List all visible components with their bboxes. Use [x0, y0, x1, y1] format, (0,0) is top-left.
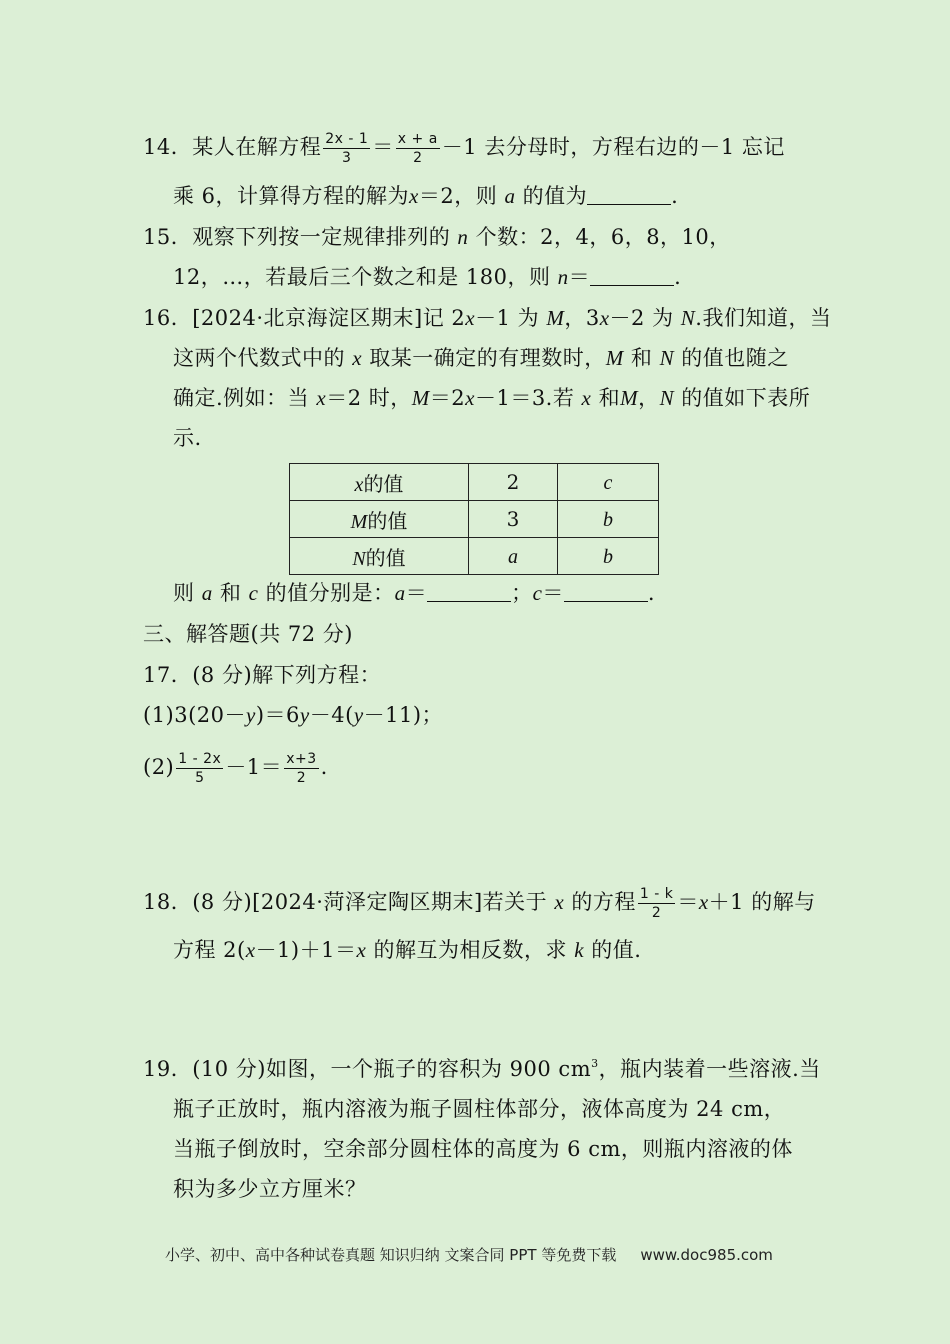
q18-text: ＝ — [677, 890, 699, 914]
q14-fraction-left — [323, 131, 370, 166]
q19-text: ，瓶内装着一些溶液.当 — [598, 1057, 821, 1081]
q17-part1 — [143, 700, 443, 730]
q16-text: ； — [511, 581, 533, 605]
q14-line2 — [173, 181, 678, 211]
q19-line4 — [173, 1174, 367, 1204]
q16-text: 的值也随之 — [681, 346, 789, 370]
q16-after-table — [173, 578, 655, 608]
page-footer — [165, 1244, 773, 1265]
q16-text: －1＝3.若 — [474, 386, 575, 410]
variable: a — [504, 184, 516, 208]
cell-value: 2 — [506, 470, 520, 494]
fraction-numerator: 1 - 2x — [178, 751, 222, 767]
period: . — [647, 581, 656, 605]
table-cell — [558, 464, 659, 501]
table-row — [290, 464, 659, 501]
q15-line1 — [143, 222, 731, 252]
q17-part2 — [143, 751, 328, 786]
table-cell — [469, 501, 558, 538]
q16-text: ＝ — [405, 581, 428, 605]
table-row — [290, 538, 659, 575]
q15-text: 个数：2，4，6，8，10， — [475, 225, 731, 249]
variable: y — [246, 703, 256, 727]
q16-text: 和 — [219, 581, 242, 605]
fraction-denominator: 5 — [195, 770, 205, 786]
q14-text: 的值为 — [522, 184, 588, 208]
q14-line1 — [143, 131, 785, 166]
fraction-denominator: 2 — [413, 150, 423, 166]
table-row — [290, 501, 659, 538]
variable: x — [352, 346, 363, 370]
variable: M — [350, 510, 368, 533]
q18-text: －1)＋1＝ — [255, 938, 357, 962]
variable: x — [356, 938, 367, 962]
q16-line1 — [143, 303, 831, 333]
variable: x — [409, 184, 419, 208]
q16-line4 — [173, 423, 202, 453]
q16-text: 的值分别是： — [265, 581, 395, 605]
variable: k — [574, 938, 585, 962]
table-cell — [290, 464, 469, 501]
q16-text: 示. — [173, 426, 202, 450]
q17-text: －1＝ — [225, 755, 283, 779]
q14-text: 某人在解方程 — [192, 135, 322, 159]
q15-number: 15． — [143, 225, 193, 249]
q17-text: (2) — [143, 755, 175, 779]
variable: M — [620, 386, 639, 410]
q19-line1 — [143, 1054, 821, 1084]
q19-text: 积为多少立方厘米？ — [173, 1177, 367, 1201]
q16-text: ＝ — [542, 581, 564, 605]
q18-text: 18．(8 分)[2024·菏泽定陶区期末]若关于 — [143, 890, 548, 914]
fraction-numerator: 1 - k — [639, 886, 674, 902]
equals-sign: ＝ — [372, 135, 394, 159]
q17-text: (1)3(20－ — [143, 703, 247, 727]
q18-text: 的值. — [591, 938, 642, 962]
q18-text: 的解互为相反数，求 — [373, 938, 567, 962]
answer-blank — [587, 182, 671, 205]
q16-text: 的值如下表所 — [681, 386, 811, 410]
variable: M — [605, 346, 624, 370]
cell-label: 的值 — [367, 508, 408, 533]
q18-line2 — [173, 935, 641, 965]
fraction-numerator: x+3 — [286, 751, 317, 767]
section-heading — [143, 619, 353, 649]
cell-label: 的值 — [363, 471, 404, 496]
q16-text: ，3 — [564, 306, 600, 330]
q16-text: 和 — [630, 346, 653, 370]
q17-fraction-left — [176, 751, 223, 786]
answer-blank — [590, 263, 674, 286]
q18-text: 的方程 — [571, 890, 636, 914]
variable: c — [248, 581, 259, 605]
fraction-denominator: 3 — [342, 150, 352, 166]
q15-text: 12，…，若最后三个数之和是 180，则 — [173, 265, 551, 289]
variable: N — [352, 547, 366, 570]
variable: N — [659, 346, 675, 370]
variable: n — [557, 265, 569, 289]
variable: x — [698, 890, 709, 914]
fraction-numerator: x + a — [397, 131, 438, 147]
cell-value: a — [508, 545, 518, 568]
q15-text: 观察下列按一定规律排列的 — [192, 225, 451, 249]
variable: N — [680, 306, 696, 330]
variable: x — [245, 938, 256, 962]
table-cell — [290, 501, 469, 538]
footer-text: 小学、初中、高中各种试卷真题 知识归纳 文案合同 PPT 等免费下载 — [165, 1246, 617, 1264]
variable: N — [659, 386, 675, 410]
q19-text: 19．(10 分)如图，一个瓶子的容积为 900 cm — [143, 1057, 592, 1081]
fraction-numerator: 2x - 1 — [325, 131, 369, 147]
fraction-denominator: 2 — [296, 770, 307, 786]
q16-line3 — [173, 383, 810, 413]
cell-value: b — [603, 545, 613, 568]
q17-text: )＝6 — [255, 703, 300, 727]
table-cell — [558, 501, 659, 538]
q16-text: 这两个代数式中的 — [173, 346, 345, 370]
q14-text: 乘 6，计算得方程的解为 — [173, 184, 410, 208]
fraction-denominator: 2 — [651, 905, 662, 921]
q16-text: .我们知道，当 — [695, 306, 832, 330]
variable: x — [354, 473, 364, 496]
variable: c — [532, 581, 543, 605]
values-table — [289, 463, 659, 575]
q15-line2 — [173, 262, 681, 292]
q18-line1 — [143, 886, 816, 921]
variable: y — [353, 703, 364, 727]
variable: n — [457, 225, 469, 249]
q16-text: [2024·北京海淀区期末]记 2 — [192, 306, 466, 330]
footer-link[interactable]: www.doc985.com — [640, 1246, 773, 1264]
variable: x — [599, 306, 610, 330]
q18-text: 方程 2( — [173, 938, 246, 962]
q16-line2 — [173, 343, 789, 373]
q16-text: 取某一确定的有理数时， — [369, 346, 606, 370]
cell-value: 3 — [506, 507, 520, 531]
table-cell — [290, 538, 469, 575]
variable: x — [465, 386, 475, 410]
answer-blank-a — [427, 579, 511, 602]
superscript: 3 — [591, 1057, 599, 1070]
period: . — [671, 184, 679, 208]
q19-text: 瓶子正放时，瓶内溶液为瓶子圆柱体部分，液体高度为 24 cm， — [173, 1097, 786, 1121]
q16-text: －2 为 — [609, 306, 674, 330]
period: . — [674, 265, 682, 289]
section-title: 三、解答题(共 72 分) — [143, 622, 353, 646]
variable: M — [411, 386, 430, 410]
variable: x — [554, 890, 565, 914]
q16-text: ＝2 时， — [326, 386, 412, 410]
q16-text: ， — [638, 386, 660, 410]
q19-line3 — [173, 1134, 793, 1164]
q16-number: 16． — [143, 306, 193, 330]
table-cell — [469, 464, 558, 501]
q17-text: －4( — [309, 703, 354, 727]
q17-fraction-right — [284, 751, 318, 786]
cell-value: c — [603, 471, 613, 494]
q16-text: －1 为 — [475, 306, 540, 330]
q16-text: 确定.例如：当 — [173, 386, 310, 410]
q17-title — [143, 660, 381, 690]
table-cell — [558, 538, 659, 575]
q19-text: 当瓶子倒放时，空余部分圆柱体的高度为 6 cm，则瓶内溶液的体 — [173, 1137, 793, 1161]
q14-number: 14． — [143, 135, 193, 159]
variable: x — [465, 306, 476, 330]
q19-line2 — [173, 1094, 785, 1124]
q14-text: ＝2，则 — [418, 184, 498, 208]
q16-text: ＝2 — [429, 386, 466, 410]
variable: x — [316, 386, 327, 410]
table-cell — [469, 538, 558, 575]
q18-fraction — [638, 886, 675, 921]
q18-text: ＋1 的解与 — [708, 890, 816, 914]
q14-text: －1 去分母时，方程右边的－1 忘记 — [441, 135, 785, 159]
variable: a — [201, 581, 213, 605]
variable: y — [299, 703, 310, 727]
q17-text: 17．(8 分)解下列方程： — [143, 663, 382, 687]
cell-label: 的值 — [365, 545, 406, 570]
q17-text: －11)； — [363, 703, 444, 727]
variable: a — [394, 581, 406, 605]
q16-text: 和 — [598, 386, 621, 410]
period: . — [320, 755, 328, 779]
q15-text: ＝ — [568, 265, 591, 289]
q16-text: 则 — [173, 581, 195, 605]
variable: M — [546, 306, 565, 330]
variable: x — [581, 386, 592, 410]
cell-value: b — [603, 508, 613, 531]
answer-blank-c — [564, 579, 648, 602]
q14-fraction-right — [396, 131, 440, 166]
